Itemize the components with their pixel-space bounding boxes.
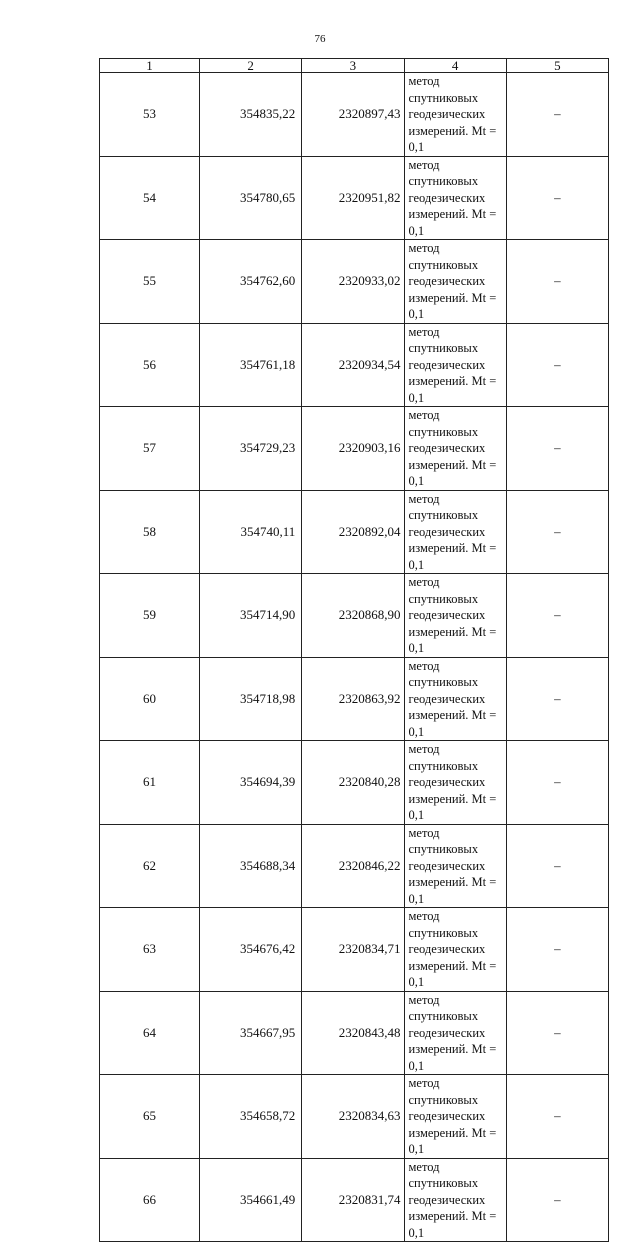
coordinate-x: 354740,11: [200, 490, 302, 574]
coordinate-y: 2320951,82: [302, 156, 404, 240]
note-cell: –: [506, 991, 608, 1075]
note-cell: –: [506, 73, 608, 157]
point-number: 61: [100, 741, 200, 825]
method-cell: [404, 1158, 506, 1242]
header-cell-1: 1: [100, 59, 200, 73]
table-row: [100, 1158, 609, 1242]
coordinate-y: 2320933,02: [302, 240, 404, 324]
method-cell: [404, 991, 506, 1075]
method-cell: [404, 574, 506, 658]
point-number: 57: [100, 407, 200, 491]
coordinate-x: 354694,39: [200, 741, 302, 825]
point-number: 53: [100, 73, 200, 157]
point-number: 59: [100, 574, 200, 658]
table-row: [100, 490, 609, 574]
coordinate-y: 2320831,74: [302, 1158, 404, 1242]
point-number: 54: [100, 156, 200, 240]
coordinate-y: 2320840,28: [302, 741, 404, 825]
coordinate-y: 2320846,22: [302, 824, 404, 908]
coordinate-x: 354714,90: [200, 574, 302, 658]
method-cell: [404, 1075, 506, 1159]
header-cell-5: 5: [506, 59, 608, 73]
method-text: метод спутниковых геодезических измерений. Mt = 0,1: [408, 658, 497, 739]
method-cell: [404, 323, 506, 407]
note-cell: –: [506, 1075, 608, 1159]
point-number: 63: [100, 908, 200, 992]
note-cell: –: [506, 490, 608, 574]
method-cell: [404, 407, 506, 491]
point-number: 65: [100, 1075, 200, 1159]
method-cell: [404, 657, 506, 741]
coordinate-x: 354729,23: [200, 407, 302, 491]
note-cell: –: [506, 1158, 608, 1242]
coordinate-y: 2320843,48: [302, 991, 404, 1075]
table-row: [100, 156, 609, 240]
coordinate-y: 2320934,54: [302, 323, 404, 407]
method-cell: [404, 73, 506, 157]
table-row: [100, 240, 609, 324]
header-cell-4: 4: [404, 59, 506, 73]
method-cell: [404, 741, 506, 825]
method-text: метод спутниковых геодезических измерений. Mt = 0,1: [408, 491, 497, 572]
coordinates-table: [99, 58, 609, 1242]
table-row: [100, 73, 609, 157]
coordinate-y: 2320892,04: [302, 490, 404, 574]
note-cell: –: [506, 657, 608, 741]
coordinate-x: 354835,22: [200, 73, 302, 157]
method-text: метод спутниковых геодезических измерений. Mt = 0,1: [408, 909, 497, 989]
note-cell: –: [506, 323, 608, 407]
point-number: 55: [100, 240, 200, 324]
header-cell-3: 3: [302, 59, 404, 73]
coordinate-x: 354676,42: [200, 908, 302, 992]
method-cell: [404, 156, 506, 240]
table-row: [100, 824, 609, 908]
point-number: 60: [100, 657, 200, 741]
method-text: метод спутниковых геодезических измерений. Mt = 0,1: [408, 992, 497, 1073]
coordinate-y: 2320903,16: [302, 407, 404, 491]
coordinate-y: 2320834,71: [302, 908, 404, 992]
method-text: метод спутниковых геодезических измерений. Mt = 0,1: [408, 324, 497, 405]
header-cell-2: 2: [200, 59, 302, 73]
table-row: [100, 657, 609, 741]
point-number: 58: [100, 490, 200, 574]
method-cell: [404, 908, 506, 992]
table-row: [100, 1075, 609, 1159]
table-row: [100, 908, 609, 992]
table-row: [100, 574, 609, 658]
coordinate-y: 2320834,63: [302, 1075, 404, 1159]
note-cell: –: [506, 156, 608, 240]
note-cell: –: [506, 908, 608, 992]
coordinate-y: 2320863,92: [302, 657, 404, 741]
method-text: метод спутниковых геодезических измерений. Mt = 0,1: [408, 1159, 497, 1240]
coordinate-x: 354661,49: [200, 1158, 302, 1242]
method-text: метод спутниковых геодезических измерений. Mt = 0,1: [408, 575, 497, 655]
method-text: метод спутниковых геодезических измерений. Mt = 0,1: [408, 241, 497, 321]
table-row: [100, 323, 609, 407]
note-cell: –: [506, 240, 608, 324]
note-cell: –: [506, 574, 608, 658]
page-number: 76: [314, 33, 326, 45]
coordinate-x: 354761,18: [200, 323, 302, 407]
point-number: 62: [100, 824, 200, 908]
point-number: 56: [100, 323, 200, 407]
point-number: 66: [100, 1158, 200, 1242]
table-row: [100, 991, 609, 1075]
coordinate-x: 354780,65: [200, 156, 302, 240]
coordinate-x: 354762,60: [200, 240, 302, 324]
table-header-row: [100, 59, 609, 73]
coordinate-x: 354658,72: [200, 1075, 302, 1159]
coordinate-x: 354718,98: [200, 657, 302, 741]
note-cell: –: [506, 407, 608, 491]
method-cell: [404, 490, 506, 574]
method-text: метод спутниковых геодезических измерений. Mt = 0,1: [408, 742, 497, 822]
table-row: [100, 407, 609, 491]
method-text: метод спутниковых геодезических измерений. Mt = 0,1: [408, 74, 497, 154]
coordinate-y: 2320897,43: [302, 73, 404, 157]
method-text: метод спутниковых геодезических измерений. Mt = 0,1: [408, 157, 497, 238]
table-row: [100, 741, 609, 825]
method-text: метод спутниковых геодезических измерений. Mt = 0,1: [408, 825, 497, 906]
coordinate-x: 354688,34: [200, 824, 302, 908]
coordinate-y: 2320868,90: [302, 574, 404, 658]
note-cell: –: [506, 824, 608, 908]
method-cell: [404, 240, 506, 324]
method-cell: [404, 824, 506, 908]
method-text: метод спутниковых геодезических измерений. Mt = 0,1: [408, 1076, 497, 1156]
point-number: 64: [100, 991, 200, 1075]
coordinate-x: 354667,95: [200, 991, 302, 1075]
note-cell: –: [506, 741, 608, 825]
method-text: метод спутниковых геодезических измерений. Mt = 0,1: [408, 408, 497, 488]
